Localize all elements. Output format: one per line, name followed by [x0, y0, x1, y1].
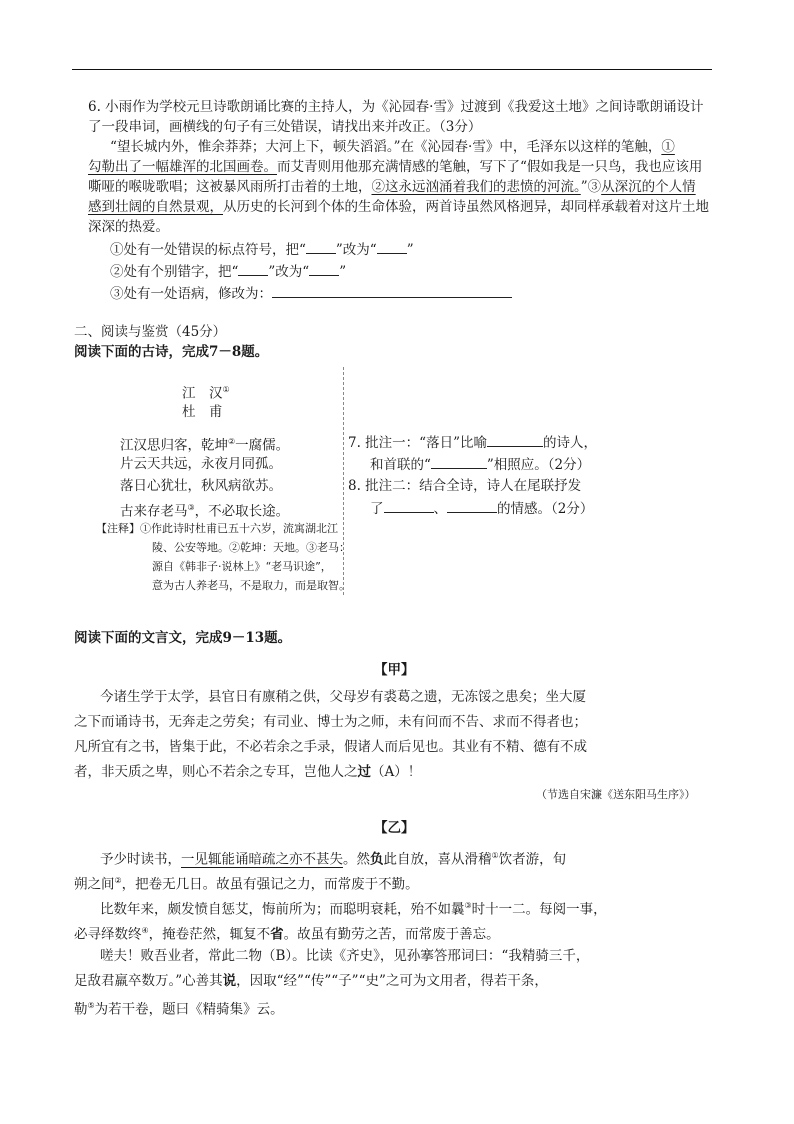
answer-blank[interactable]	[238, 261, 268, 276]
yi-text: 饮者游，旬	[498, 851, 567, 868]
q6-passage-line2	[88, 157, 702, 177]
yi-line: 嗟夫！败吾业者，常此二物（B）。比读《齐史》，见孙搴答邢词曰：“我精骑三千，	[100, 948, 590, 964]
yi-keyword: 负	[370, 851, 384, 868]
q6-sub2-text: ②处有个别错字，把“	[110, 264, 239, 280]
yi-text: 时十一二。每阅一事，	[471, 901, 607, 918]
footnote-marker: ③	[187, 503, 195, 512]
q6-sub3	[110, 283, 512, 304]
q6-text: 从历史的长河到个体的生命体验，两首诗虽然风格迥异，却同样承载着对这片土地	[223, 199, 709, 215]
footnote-marker: ⑤	[87, 1001, 95, 1010]
poem-text: 一腐儒。	[235, 437, 290, 454]
q7-line1	[348, 432, 597, 453]
q6-sub1-text: ①处有一处错误的标点符号，把“	[110, 242, 306, 258]
instruction-poem: 阅读下面的古诗，完成7－8题。	[74, 344, 269, 360]
q6-stem-line2: 了一段串词，画横线的句子有三处错误，请找出来并改正。（3分）	[88, 119, 482, 135]
footnote-marker: ①	[491, 851, 499, 860]
poem-note: 源自《韩非子·说林上》“老马识途”，	[152, 560, 332, 573]
yi-text: 。故虽有勤劳之苦，而常废于善忘。	[283, 926, 500, 943]
yi-line	[74, 996, 284, 1020]
footnote-marker: ③	[464, 901, 472, 910]
q6-underlined-sentence-2: ②这永远汹涌着我们的悲愤的河流。	[371, 179, 581, 195]
q6-sub2-text: ”改为“	[268, 264, 310, 280]
instruction-classical: 阅读下面的文言文，完成9－13题。	[74, 630, 292, 646]
poem-note: 意为古人养老马，不是取力，而是取智。	[152, 579, 350, 592]
yi-text: 比数年来，颇发愤自惩艾，悔前所为；而聪明衰耗，殆不如曩	[100, 901, 465, 918]
poem-line: 落日心犹壮，秋风病欲苏。	[120, 478, 282, 494]
q6-underlined-sentence-1: 勾勒出了一幅雄浑的北国画卷。	[88, 159, 277, 175]
q8-text: 、	[433, 501, 447, 517]
passage-jia-heading: 【甲】	[374, 662, 415, 678]
yi-text: 。然	[343, 851, 370, 868]
jia-line: 凡所宜有之书，皆集于此，不必若余之手录，假诸人而后见也。其业有不精、德有不成	[74, 739, 587, 755]
yi-line	[74, 871, 419, 895]
q6-sub3-text: ③处有一处语病，修改为：	[110, 286, 272, 302]
q6-text: ”③	[580, 179, 602, 195]
column-divider	[343, 367, 344, 595]
poem-text: 江汉思归客，乾坤	[120, 437, 228, 454]
footnote-marker: ①	[222, 385, 230, 394]
yi-text: 为若干卷，题曰《精骑集》云。	[94, 1001, 284, 1018]
q6-underlined-sentence-3: 从深沉的个人情	[601, 179, 696, 195]
q6-sub2	[110, 261, 346, 282]
poem-line	[120, 432, 289, 456]
poem-text: 古来存老马	[120, 503, 188, 520]
q7-line2	[370, 454, 590, 475]
q8-text: 了	[370, 501, 384, 517]
answer-blank[interactable]	[431, 454, 487, 469]
q6-underlined-sentence-3b: 感到壮阔的自然景观，	[88, 199, 223, 215]
poem-note: 陵、公安等地。②乾坤：天地。③老马：	[152, 541, 350, 554]
q6-passage-line1	[110, 137, 675, 157]
answer-blank[interactable]	[384, 498, 434, 513]
jia-keyword: 过	[357, 764, 371, 780]
footnote-marker: ④	[141, 926, 149, 935]
yi-text: 此自放，喜从滑稽	[383, 851, 492, 868]
poem-line	[120, 498, 289, 522]
q6-sub1-text: ”改为“	[335, 242, 377, 258]
yi-text: 予少时读书，	[100, 851, 181, 868]
answer-blank[interactable]	[377, 239, 407, 254]
q6-text: 而艾青则用他那充满情感的笔触，写下了“假如我是一只鸟，我也应该用	[277, 159, 703, 175]
footnote-marker: ②	[114, 876, 122, 885]
answer-blank[interactable]	[306, 239, 336, 254]
jia-text: 者，非天质之卑，则心不若余之专耳，岂他人之	[74, 764, 358, 780]
poem-title-text: 江 汉	[182, 385, 223, 402]
yi-text: ，把卷无几日。故虽有强记之力，而常废于不勤。	[121, 876, 419, 893]
jia-line	[74, 762, 421, 782]
q8-line1: 8. 批注二：结合全诗，诗人在尾联抒发	[348, 478, 582, 494]
poem-note: 【注释】①作此诗时杜甫已五十六岁，流寓湖北江	[96, 522, 338, 535]
yi-keyword: 省	[270, 926, 284, 943]
answer-blank[interactable]	[309, 261, 339, 276]
yi-text: ，掩卷茫然，辄复不	[148, 926, 271, 943]
poem-text: ，不必取长途。	[194, 503, 290, 520]
jia-line: 今诸生学于太学，县官日有廪稍之供，父母岁有裘葛之遗，无冻馁之患矣；坐大厦	[100, 689, 586, 705]
answer-blank[interactable]	[272, 283, 512, 298]
yi-text: 勒	[74, 1001, 88, 1018]
q6-passage-line3	[88, 177, 696, 197]
q6-sub2-text: ”	[339, 264, 347, 280]
q8-line2	[370, 498, 593, 519]
q7-text: ”相照应。（2分）	[486, 457, 591, 473]
q7-text: 7. 批注一：“落日”比喻	[348, 435, 487, 451]
yi-line	[100, 846, 566, 870]
footnote-marker: ②	[228, 437, 236, 446]
q6-passage-line4	[88, 197, 709, 217]
jia-line: 之下而诵诗书，无奔走之劳矣；有司业、博士为之师，未有问而不告、求而不得者也；	[74, 714, 587, 730]
q8-text: 的情感。（2分）	[497, 501, 594, 517]
poem-line: 片云天共远，永夜月同孤。	[120, 456, 282, 472]
jia-source: （节选自宋濂《送东阳马生序》）	[536, 788, 696, 801]
yi-keyword: 说	[222, 973, 237, 989]
yi-line	[74, 921, 500, 945]
section-heading: 二、阅读与鉴赏（45分）	[74, 324, 227, 340]
yi-line	[100, 896, 607, 920]
q6-passage-line5: 深深的热爱。	[88, 219, 169, 235]
q6-mark-1: ①	[661, 139, 675, 155]
q6-sub1	[110, 239, 414, 260]
q7-text: 和首联的“	[370, 457, 431, 473]
top-rule	[72, 69, 712, 70]
q7-text: 的诗人，	[542, 435, 597, 451]
yi-text: 朔之间	[74, 876, 115, 893]
q6-sub1-text: ”	[406, 242, 414, 258]
yi-text: ，因取“经”“传”“子”“史”之可为文用者，得若干条，	[236, 973, 548, 989]
q6-text: “望长城内外，惟余莽莽；大河上下，顿失滔滔。”在《沁园春·雪》中，毛泽东以这样的笔触，	[110, 139, 662, 155]
poem-title	[182, 380, 230, 404]
jia-text: （A）！	[371, 764, 422, 780]
yi-underlined-sentence: 一见辄能诵暗疏之亦不甚失	[181, 851, 343, 868]
answer-blank[interactable]	[487, 432, 543, 447]
yi-text: 足敌君羸卒数万。”心善其	[74, 973, 223, 989]
answer-blank[interactable]	[447, 498, 497, 513]
q6-stem-line1: 6. 小雨作为学校元旦诗歌朗诵比赛的主持人，为《沁园春·雪》过渡到《我爱这土地》之间诗歌朗诵设计	[88, 99, 704, 115]
passage-yi-heading: 【乙】	[374, 820, 415, 836]
poem-author: 杜 甫	[182, 404, 223, 420]
yi-text: 必寻绎数终	[74, 926, 142, 943]
yi-line	[74, 971, 548, 991]
q6-text: 嘶哑的喉咙歌唱；这被暴风雨所打击着的土地，	[88, 179, 372, 195]
